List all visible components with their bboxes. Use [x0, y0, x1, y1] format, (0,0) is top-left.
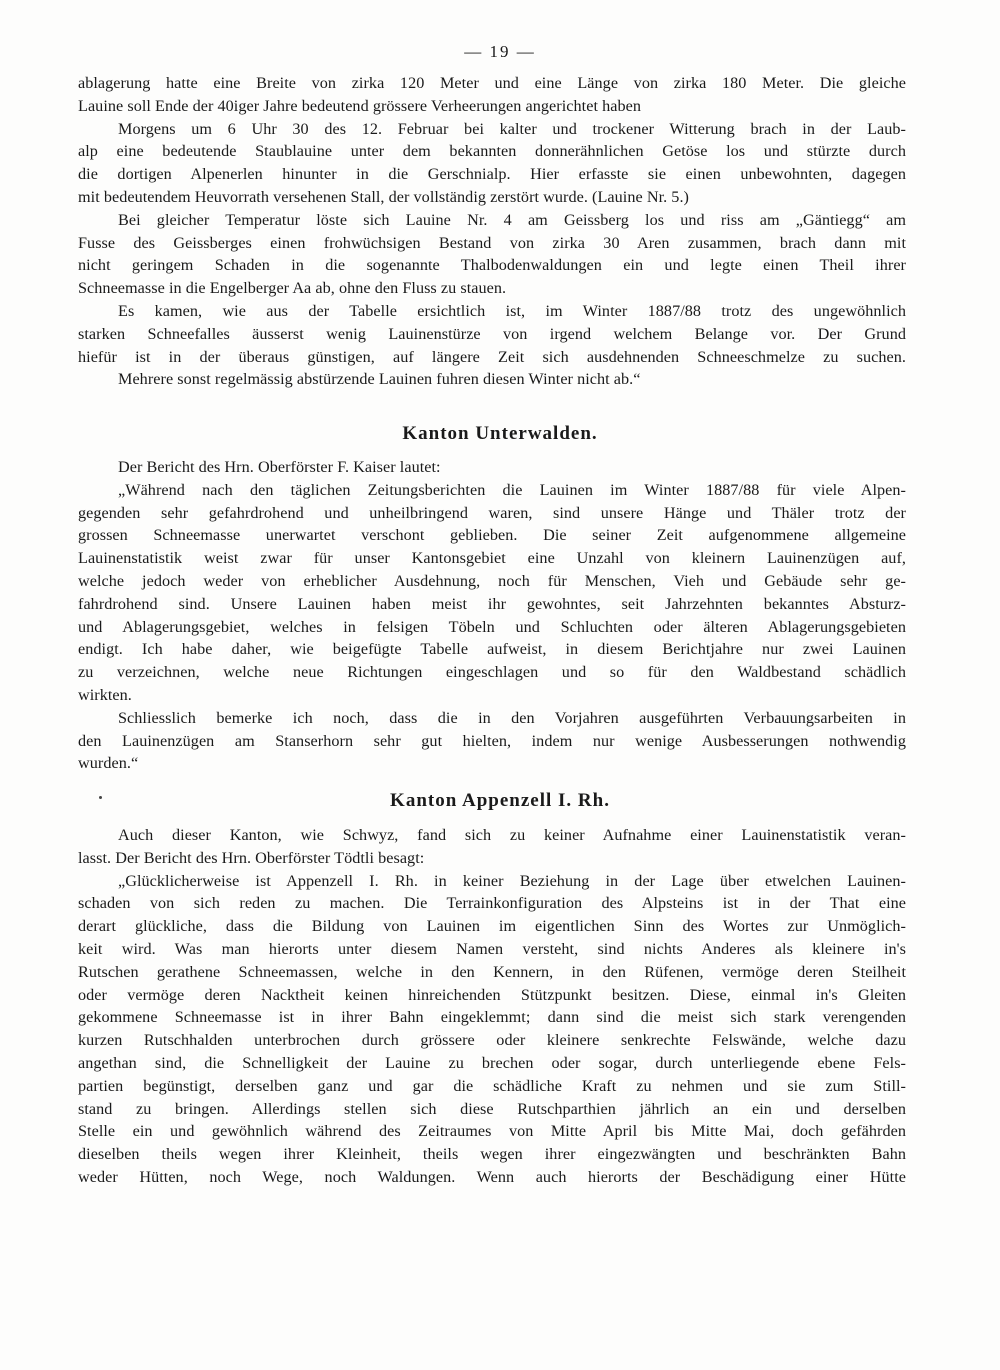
text-line: „Während nach den täglichen Zeitungsberichten die Lauinen im Winter 1887/88 für viele Alpen-: [118, 480, 906, 499]
text-line: derart glückliche, dass die Bildung von Lauinen im eigentlichen Sinn des Wortes zur Unmöglich-: [78, 917, 906, 936]
text-line: mit bedeutendem Heuvorrath versehenen Stall, der vollständig zerstört wurde. (Lauine Nr. 5.): [78, 187, 689, 206]
text-line: den Lauinenzügen am Stanserhorn sehr gut hielten, indem nur wenige Ausbesserungen nothwendig: [78, 731, 906, 750]
text-line: schaden von sich reden zu machen. Die Terrainkonfiguration des Alpsteins ist in der That eine: [78, 894, 906, 913]
section-heading-unterwalden: Kanton Unterwalden.: [402, 423, 598, 444]
text-line: wurden.“: [78, 754, 139, 773]
text-line: Morgens um 6 Uhr 30 des 12. Februar bei kalter und trockener Witterung brach in der Laub-: [118, 119, 906, 138]
text-line: starken Schneefalles äusserst wenig Lauinenstürze von irgend welchem Belange vor. Der Grund: [78, 324, 906, 343]
text-line: nicht geringem Schaden in die sogenannte Thalbodenwaldungen ein und legte einen Theil ihrer: [78, 256, 906, 275]
text-line: Der Bericht des Hrn. Oberförster F. Kaiser lautet:: [118, 458, 441, 476]
text-line: zu verzeichnen, welche neue Richtungen eingeschlagen und so für den Waldbestand schädlich: [78, 663, 906, 682]
text-line: alp eine bedeutende Staublauine unter dem bekannten donnerähnlichen Getöse los und stürzte durch: [78, 142, 906, 161]
text-line: Rutschen gerathene Schneemassen, welche in den Kennern, in den Rüfenen, vermöge deren Steilheit: [78, 962, 906, 981]
text-line: grossen Schneemasse unerwartet verschont geblieben. Die seiner Zeit aufgenommene allgemeine: [78, 526, 906, 545]
text-line: Fusse des Geissberges einen frohwüchsigen Bestand von zirka 30 Aren zusammen, brach dann mit: [78, 233, 906, 252]
text-line: fahrdrohend sind. Unsere Lauinen haben meist ihr gewohntes, seit Jahrzehnten bekanntes Absturz-: [78, 594, 906, 613]
intro-text-block: [78, 72, 906, 391]
text-line: Auch dieser Kanton, wie Schwyz, fand sich zu keiner Aufnahme einer Lauinenstatistik veran-: [118, 826, 906, 844]
text-line: wirkten.: [78, 685, 132, 704]
text-line: die dortigen Alpenerlen hinunter in die Gerschnialp. Hier erfasste sie einen unbewohnten, dagegen: [78, 165, 906, 184]
text-line: gegenden sehr gefahrdrohend und unheilbringend waren, sind unsere Hänge und Thäler trotz der: [78, 503, 906, 522]
text-line: kurzen Rutschhalden unterbrochen durch grössere oder kleinere senkrechte Felswände, welche dazu: [78, 1031, 906, 1050]
appenzell-text-block: [78, 824, 906, 1189]
text-line: Mehrere sonst regelmässig abstürzende Lauinen fuhren diesen Winter nicht ab.“: [118, 370, 641, 389]
text-line: hiefür ist in der überaus günstigen, auf längere Zeit sich ausdehnenden Schneeschmelze zu suchen.: [78, 347, 906, 366]
text-line: Lauinenstatistik weist zwar für unser Kantonsgebiet eine Unzahl von kleinern Lauinenzügen auf,: [78, 549, 906, 568]
text-line: keit wird. Was man hierorts unter diesem Namen versteht, sind nichts Anderes als kleinere in's: [78, 939, 906, 958]
text-line: weder Hütten, noch Wege, noch Waldungen. Wenn auch hierorts der Beschädigung einer Hütte: [78, 1167, 906, 1186]
text-line: oder vermöge deren Nacktheit keinen hinreichenden Stützpunkt besitzen. Diese, einmal in's Gleiten: [78, 985, 906, 1004]
text-line: partien begünstigt, derselben ganz und gar die schädliche Kraft zu nehmen und sie zum Still-: [78, 1076, 906, 1095]
text-line: Stelle ein und gewöhnlich während des Zeitraumes von Mitte April bis Mitte Mai, doch gefährden: [78, 1122, 906, 1141]
page-number: — 19 —: [464, 42, 536, 61]
text-line: „Glücklicherweise ist Appenzell I. Rh. in keiner Beziehung in der Lage über etwelchen Lauinen-: [118, 871, 906, 890]
unterwalden-text-block: [78, 456, 906, 775]
text-line: Schneemasse in die Engelberger Aa ab, ohne den Fluss zu stauen.: [78, 279, 507, 298]
text-line: Bei gleicher Temperatur löste sich Lauine Nr. 4 am Geissberg los und riss am „Gäntiegg“ am: [118, 210, 906, 229]
text-line: stand zu bringen. Allerdings stellen sich diese Rutschparthien jährlich an ein und derselben: [78, 1099, 906, 1118]
text-line: Es kamen, wie aus der Tabelle ersichtlich ist, im Winter 1887/88 trotz des ungewöhnlich: [118, 301, 906, 320]
text-line: Lauine soll Ende der 40iger Jahre bedeutend grössere Verheerungen angerichtet haben: [78, 96, 641, 115]
text-line: endigt. Ich habe daher, wie beigefügte Tabelle aufweist, in diesem Berichtjahre nur zwei Lauinen: [78, 640, 906, 659]
section-heading-appenzell: Kanton Appenzell I. Rh.: [390, 790, 610, 811]
text-line: dieselben theils wegen ihrer Kleinheit, theils wegen ihrer eingezwängten und beschränkten Bahn: [78, 1145, 906, 1164]
text-line: welche jedoch weder von erheblicher Ausdehnung, noch für Menschen, Vieh und Gebäude sehr ge-: [78, 571, 906, 590]
text-line: und Ablagerungsgebiet, welches in felsigen Töbeln und Schluchten oder älteren Ablagerungsgebieten: [78, 617, 906, 636]
text-line: angethan sind, die Schnelligkeit der Lauine zu brechen oder sogar, durch unterliegende ebene Fels-: [78, 1053, 906, 1072]
text-line: lasst. Der Bericht des Hrn. Oberförster Tödtli besagt:: [78, 848, 425, 867]
text-line: ablagerung hatte eine Breite von zirka 120 Meter und eine Länge von zirka 180 Meter. Die gleiche: [78, 74, 906, 92]
text-line: gekommene Schneemasse ist in ihrer Bahn eingeklemmt; dann sind die meist sich stark verengenden: [78, 1008, 906, 1027]
text-line: Schliesslich bemerke ich noch, dass die in den Vorjahren ausgeführten Verbauungsarbeiten in: [118, 708, 906, 727]
